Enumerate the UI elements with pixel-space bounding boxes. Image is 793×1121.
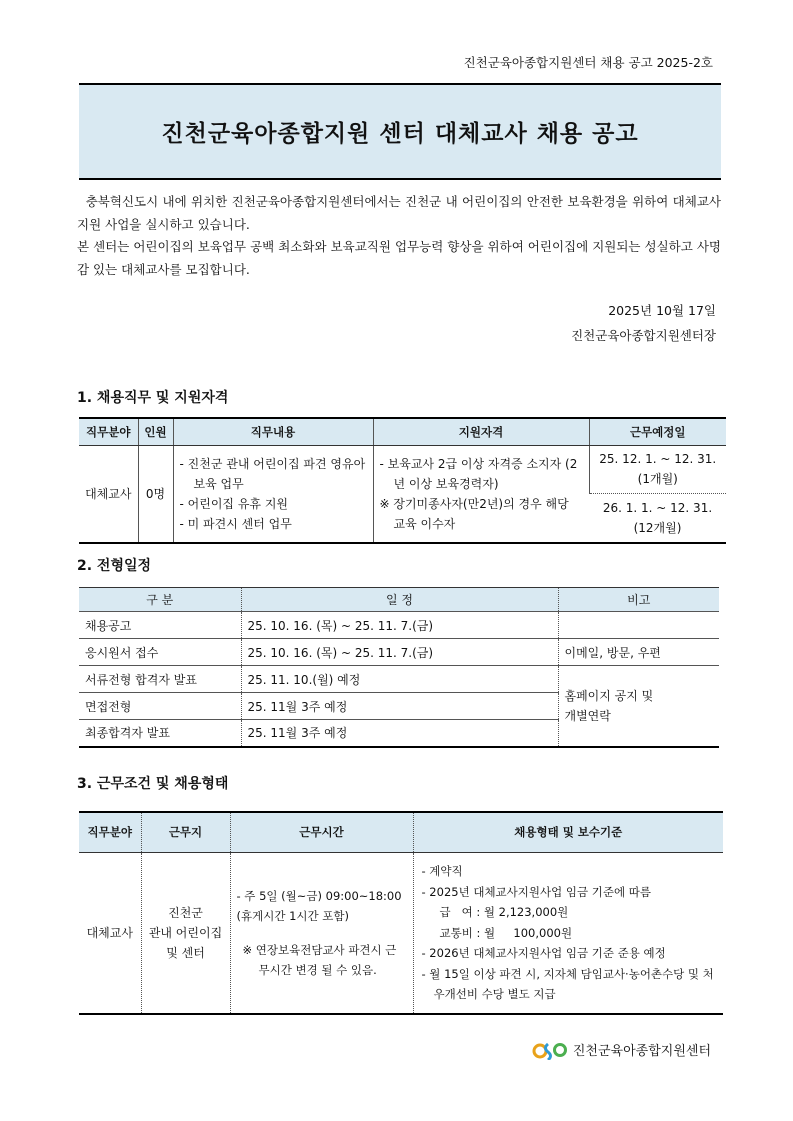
header-hours: 근무시간 [230,812,413,852]
intro-text [77,191,721,281]
list-item: - 보육교사 2급 이상 자격증 소지자 (2년 이상 보육경력자) [379,456,578,491]
work-location: 진천군 관내 어린이집 및 센터 [141,852,230,1014]
job-field: 대체교사 [85,487,132,501]
note-cell [558,612,719,639]
stage-cell: 최종합격자 발표 [79,720,241,747]
stage-cell: 채용공고 [79,612,241,639]
header-duties: 직무내용 [173,418,373,445]
header-count: 인원 [138,418,173,445]
stage-cell: 면접전형 [79,693,241,720]
header-field: 직무분야 [79,812,141,852]
list-item: - 미 파견시 센터 업무 [179,516,292,531]
table-row [79,639,719,666]
schedule-cell: 25. 10. 16. (목) ~ 25. 11. 7.(금) [241,639,558,666]
note-cell: 홈페이지 공지 및 개별연락 [558,666,719,747]
job-field: 대체교사 [86,925,133,940]
duties-list [173,445,373,543]
org-name: 진천군육아종합지원센터 [572,1043,711,1059]
header-schedule: 일 정 [241,588,558,612]
document-number: 진천군육아종합지원센터 채용 공고 2025-2호 [463,55,713,70]
header-period: 근무예정일 [589,418,726,445]
table-row [79,852,723,1014]
headcount: 0명 [138,445,173,543]
work-conditions-table [79,811,723,1015]
section-1-title: 1. 채용직무 및 지원자격 [77,390,229,406]
table-header-row [79,418,726,445]
header-note: 비고 [558,588,719,612]
header-qualifications: 지원자격 [373,418,589,445]
issue-date: 2025년 10월 17일 [608,303,716,318]
period-2: 26. 1. 1. ~ 12. 31. (12개월) [602,500,713,535]
title-banner [79,83,721,180]
note-cell: 이메일, 방문, 우편 [558,639,719,666]
schedule-cell: 25. 11월 3주 예정 [241,720,558,747]
qualifications-list [373,445,589,543]
table-row [79,612,719,639]
page-title: 진천군육아종합지원 센터 대체교사 채용 공고 [161,121,639,147]
pay-conditions: - 계약직 - 2025년 대체교사지원사업 임금 기준에 따름 급 여 : 월 2,123,000원 교통비 : 월 100,000원 - 2026년 대체교사지원사업 임금 기준 준용 예정 - 월 15일 이상 파견 시, 지자체 담임교사·농어촌수당 및 처우개선비 수당 별도 지급 [413,852,723,1014]
stage-cell: 응시원서 접수 [79,639,241,666]
header-pay: 채용형태 및 보수기준 [413,812,723,852]
issuer-name: 진천군육아종합지원센터장 [571,328,716,343]
period-1: 25. 12. 1. ~ 12. 31. (1개월) [589,445,726,494]
header-field: 직무분야 [79,418,138,445]
footer-logo [531,1038,711,1060]
table-header-row [79,812,723,852]
schedule-table [79,587,719,748]
work-hours: - 주 5일 (월~금) 09:00~18:00 (휴게시간 1시간 포함) ※ 연장보육전담교사 파견시 근무시간 변경 될 수 있음. [230,852,413,1014]
header-stage: 구 분 [79,588,241,612]
section-3-title: 3. 근무조건 및 채용형태 [77,776,229,792]
list-item: - 진천군 관내 어린이집 파견 영유아 보육 업무 [179,456,366,491]
table-header-row [79,588,719,612]
schedule-cell: 25. 11월 3주 예정 [241,693,558,720]
stage-cell: 서류전형 합격자 발표 [79,666,241,693]
intro-paragraph-2: 본 센터는 어린이집의 보육업무 공백 최소화와 보육교직원 업무능력 향상을 위하여 어린이집에 지원되는 성실하고 사명감 있는 대체교사를 모집합니다. [77,239,721,277]
issue-block [571,298,716,348]
header-location: 근무지 [141,812,230,852]
intro-paragraph-1: 충북혁신도시 내에 위치한 진천군육아종합지원센터에서는 진천군 내 어린이집의 안전한 보육환경을 위하여 대체교사 지원 사업을 실시하고 있습니다. [77,194,721,232]
table-row [79,666,719,693]
table-row [79,445,726,494]
section-2-title: 2. 전형일정 [77,558,152,574]
job-qualification-table [79,417,726,544]
schedule-cell: 25. 10. 16. (목) ~ 25. 11. 7.(금) [241,612,558,639]
schedule-cell: 25. 11. 10.(월) 예정 [241,666,558,693]
list-item: - 어린이집 유휴 지원 [179,496,289,511]
list-item: ※ 장기미종사자(만2년)의 경우 해당 교육 이수자 [379,496,569,531]
org-logo-icon [531,1038,569,1060]
